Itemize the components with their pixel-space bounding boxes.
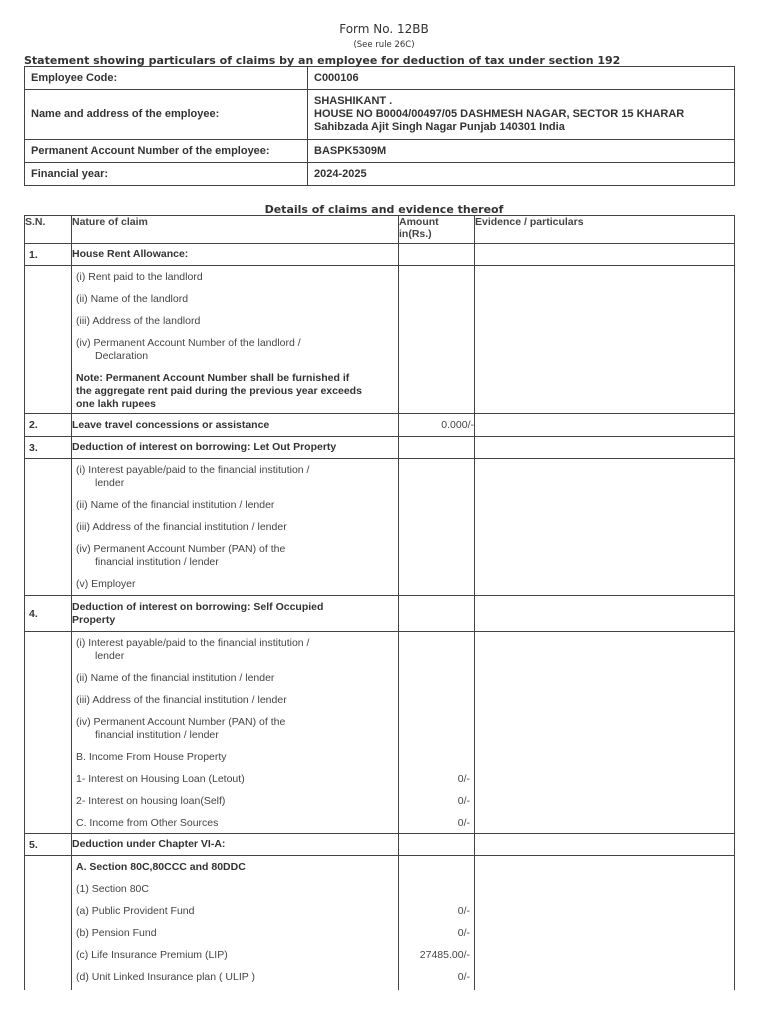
let-out-lender-pan-cont	[72, 556, 398, 569]
employee-address-line-2: Sahibzada Ajit Singh Nagar Punjab 140301 India	[314, 121, 565, 133]
self-occ-lender-address: (iii) Address of the financial institution / lender	[76, 694, 287, 706]
section-5-items	[72, 856, 399, 990]
details-title: Details of claims and evidence thereof	[264, 203, 504, 216]
statement-title: Statement showing particulars of claims by an employee for deduction of tax under section 192	[24, 54, 621, 67]
self-occ-lender-pan-cont	[72, 729, 398, 742]
interest-housing-self: 2- Interest on housing loan(Self)	[76, 795, 226, 807]
section-4-items-evidence	[475, 632, 735, 834]
employee-name-address	[308, 90, 735, 140]
public-provident-fund-amount: 0/-	[457, 905, 470, 917]
self-occ-interest: (i) Interest payable/paid to the financial institution /	[76, 637, 310, 649]
section-4-items-sn	[25, 632, 72, 834]
self-occ-lender-name: (ii) Name of the financial institution / lender	[76, 672, 275, 684]
section-80c-sub: (1) Section 80C	[76, 883, 149, 895]
section-3-items-amount	[399, 459, 475, 596]
section-1-items-amount	[399, 266, 475, 414]
section-5-title: Deduction under Chapter VI-A:	[72, 834, 399, 856]
section-4-amount	[399, 596, 475, 632]
section-5-items-sn	[25, 856, 72, 990]
hra-note-line-1: Note: Permanent Account Number shall be furnished if	[76, 372, 350, 384]
col-header-nature: Nature of claim	[72, 216, 399, 244]
section-1-title-row	[25, 244, 735, 266]
section-2-evidence	[475, 414, 735, 437]
section-5-evidence	[475, 834, 735, 856]
let-out-employer: (v) Employer	[76, 578, 136, 590]
section-3-items-sn	[25, 459, 72, 596]
let-out-lender-pan: (iv) Permanent Account Number (PAN) of the	[76, 543, 286, 555]
pension-fund: (b) Pension Fund	[76, 927, 157, 939]
section-4-evidence	[475, 596, 735, 632]
section-2-amount: 0.000/-	[399, 414, 475, 437]
hra-note-line-2: the aggregate rent paid during the previous year exceeds	[76, 385, 362, 397]
section-4-title	[72, 596, 399, 632]
section-3-items-row	[25, 459, 735, 596]
section-1-amount	[399, 244, 475, 266]
employee-pan-row	[25, 140, 735, 163]
section-1-items	[72, 266, 399, 414]
interest-housing-self-amount: 0/-	[457, 795, 470, 807]
section-4-items-row	[25, 632, 735, 834]
form-number: Form No. 12BB	[339, 22, 429, 36]
claims-header-row	[25, 216, 735, 244]
section-80c-heading: A. Section 80C,80CCC and 80DDC	[76, 861, 246, 873]
col-header-sn: S.N.	[25, 216, 72, 244]
section-5-items-row	[25, 856, 735, 990]
section-3-title: Deduction of interest on borrowing: Let Out Property	[72, 437, 399, 459]
hra-rent-paid: (i) Rent paid to the landlord	[76, 271, 203, 283]
section-3-title-row	[25, 437, 735, 459]
section-4-sn: 4.	[25, 596, 72, 632]
section-5-title-row	[25, 834, 735, 856]
section-4-title-row	[25, 596, 735, 632]
let-out-interest-cont	[72, 477, 398, 490]
section-4-title-line-2: Property	[72, 613, 116, 626]
interest-housing-letout-amount: 0/-	[457, 773, 470, 785]
section-2-sn: 2.	[25, 414, 72, 437]
income-other-sources-amount: 0/-	[457, 817, 470, 829]
employee-code-label: Employee Code:	[25, 67, 308, 90]
employee-info-table	[24, 66, 735, 186]
public-provident-fund: (a) Public Provident Fund	[76, 905, 195, 917]
hra-landlord-pan-cont	[72, 350, 398, 363]
income-other-sources: C. Income from Other Sources	[76, 817, 219, 829]
section-4-items-amount	[399, 632, 475, 834]
financial-year-label: Financial year:	[25, 163, 308, 186]
section-4-items	[72, 632, 399, 834]
interest-housing-letout: 1- Interest on Housing Loan (Letout)	[76, 773, 245, 785]
employee-name-row	[25, 90, 735, 140]
section-5-amount	[399, 834, 475, 856]
hra-landlord-name: (ii) Name of the landlord	[76, 293, 189, 305]
section-1-title: House Rent Allowance:	[72, 244, 399, 266]
col-header-amount	[399, 216, 475, 244]
financial-year-row	[25, 163, 735, 186]
col-header-evidence: Evidence / particulars	[475, 216, 735, 244]
pension-fund-amount: 0/-	[457, 927, 470, 939]
section-1-items-row	[25, 266, 735, 414]
section-5-items-evidence	[475, 856, 735, 990]
section-1-items-sn	[25, 266, 72, 414]
let-out-lender-pan-inst: financial institution / lender	[95, 556, 219, 568]
col-header-amount-line-2: in(Rs.)	[399, 228, 432, 240]
col-header-amount-line-1: Amount	[399, 216, 439, 228]
employee-address-line-1: HOUSE NO B0004/00497/05 DASHMESH NAGAR, SECTOR 15 KHARAR	[314, 108, 685, 120]
self-occ-interest-lender: lender	[95, 650, 125, 662]
section-3-amount	[399, 437, 475, 459]
self-occ-interest-cont	[72, 650, 398, 663]
section-1-evidence	[475, 244, 735, 266]
employee-code-value: C000106	[308, 67, 735, 90]
section-3-sn: 3.	[25, 437, 72, 459]
financial-year-value: 2024-2025	[308, 163, 735, 186]
let-out-interest-lender: lender	[95, 477, 125, 489]
income-house-property: B. Income From House Property	[76, 751, 227, 763]
section-2-row	[25, 414, 735, 437]
section-3-items-evidence	[475, 459, 735, 596]
life-insurance-premium-amount: 27485.00/-	[419, 949, 470, 961]
ulip: (d) Unit Linked Insurance plan ( ULIP )	[76, 971, 255, 983]
hra-note-line-3: one lakh rupees	[76, 398, 156, 410]
rule-reference: (See rule 26C)	[353, 40, 415, 50]
hra-landlord-declaration: Declaration	[95, 350, 149, 362]
section-5-items-amount	[399, 856, 475, 990]
employee-name: SHASHIKANT .	[314, 95, 393, 107]
ulip-amount: 0/-	[457, 971, 470, 983]
hra-landlord-address: (iii) Address of the landlord	[76, 315, 201, 327]
section-1-sn: 1.	[25, 244, 72, 266]
let-out-lender-address: (iii) Address of the financial institution / lender	[76, 521, 287, 533]
section-5-sn: 5.	[25, 834, 72, 856]
section-1-items-evidence	[475, 266, 735, 414]
section-2-title: Leave travel concessions or assistance	[72, 414, 399, 437]
let-out-lender-name: (ii) Name of the financial institution / lender	[76, 499, 275, 511]
section-3-evidence	[475, 437, 735, 459]
employee-pan-value: BASPK5309M	[308, 140, 735, 163]
employee-code-row	[25, 67, 735, 90]
section-4-title-line-1: Deduction of interest on borrowing: Self Occupied	[72, 600, 324, 613]
life-insurance-premium: (c) Life Insurance Premium (LIP)	[76, 949, 228, 961]
employee-name-label: Name and address of the employee:	[25, 90, 308, 140]
section-3-items	[72, 459, 399, 596]
claims-table	[24, 215, 735, 990]
hra-landlord-pan: (iv) Permanent Account Number of the landlord /	[76, 337, 301, 349]
self-occ-lender-pan: (iv) Permanent Account Number (PAN) of the	[76, 716, 286, 728]
let-out-interest: (i) Interest payable/paid to the financial institution /	[76, 464, 310, 476]
self-occ-lender-pan-inst: financial institution / lender	[95, 729, 219, 741]
employee-pan-label: Permanent Account Number of the employee:	[25, 140, 308, 163]
